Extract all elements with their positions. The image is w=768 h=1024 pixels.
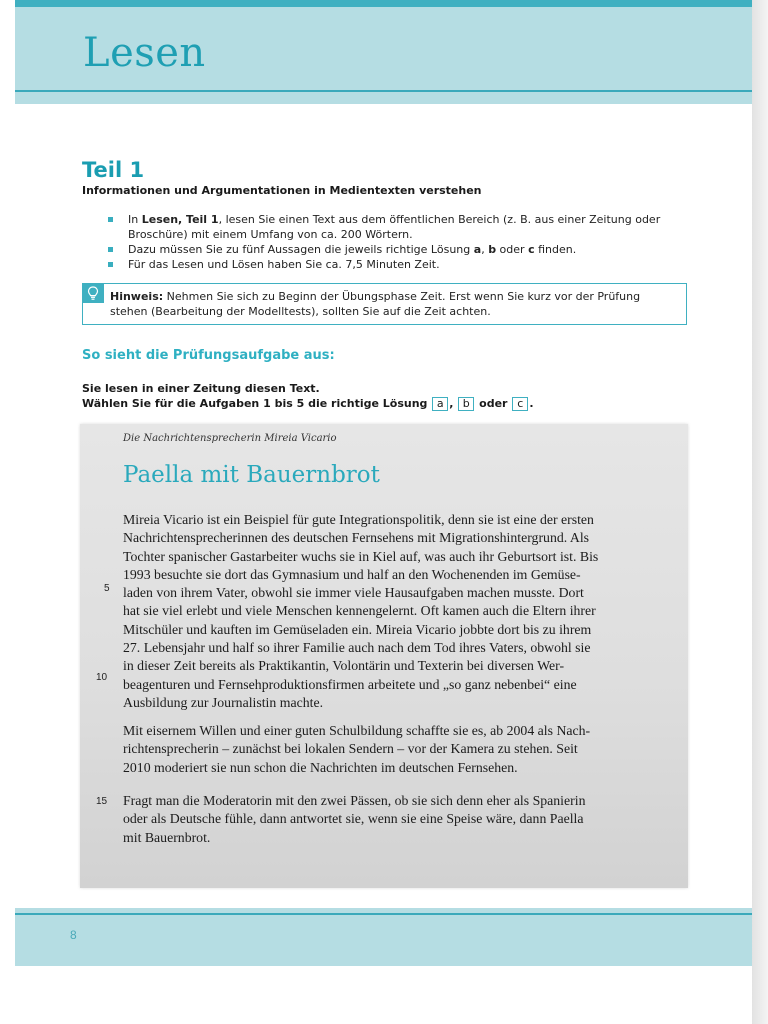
bullet-item — [104, 257, 664, 272]
bullet-text: In — [128, 213, 142, 226]
bullet-emphasis: c — [528, 243, 535, 256]
square-bullet-icon — [108, 247, 113, 252]
option-box-b: b — [458, 397, 474, 411]
article-paragraph: Fragt man die Moderatorin mit den zwei Pässen, ob sie sich denn eher als Spanierin oder als Deutsche fühle, dann antwortet sie, wenn sie eine Speise wäre, dann Paella mit Bauernbrot. — [123, 793, 586, 845]
instruction-text: Wählen Sie für die Aufgaben 1 bis 5 die richtige Lösung — [82, 397, 428, 410]
footer-band — [15, 908, 752, 966]
section-title: Teil 1 — [82, 158, 145, 182]
separator: , — [449, 397, 454, 410]
page-title: Lesen — [83, 30, 206, 76]
line-number: 15 — [96, 796, 108, 807]
section-subtitle: Informationen und Argumentationen in Medientexten verstehen — [82, 184, 482, 197]
scan-edge — [752, 0, 768, 1024]
instruction-line — [82, 396, 534, 411]
footer-rule — [15, 913, 752, 915]
separator: . — [529, 397, 534, 410]
hint-label: Hinweis: — [110, 290, 164, 303]
separator: oder — [479, 397, 508, 410]
task-instructions — [82, 381, 534, 411]
hint-text — [110, 289, 680, 319]
instruction-line: Sie lesen in einer Zeitung diesen Text. — [82, 382, 320, 395]
task-heading: So sieht die Prüfungsaufgabe aus: — [82, 348, 335, 363]
bullet-text: Dazu müssen Sie zu fünf Aussagen die jeweils richtige Lösung — [128, 243, 474, 256]
square-bullet-icon — [108, 217, 113, 222]
bullet-item — [104, 212, 664, 242]
option-box-c: c — [512, 397, 528, 411]
bullet-text: finden. — [534, 243, 577, 256]
article-paragraph: Mireia Vicario ist ein Beispiel für gute Integrationspolitik, denn sie ist eine der ersten Nachrichtensprecherinnen des deutschen Fernsehens mit Migrationshintergrund. Als Tochter spanischer Gastarbeiter wuchs sie in Kiel auf, was auch ihr Geburtsort ist. Bis 1993 besuchte sie dort das Gymnasium und half an den Wochenenden im Gemüse- laden von ihrem Vater, obwohl sie immer viele Hausaufgaben machen musste. Dort hat sie viel erlebt und viele Menschen kennengelernt. Oft kamen auch die Eltern ihrer Mitschüler und kauften im Gemüseladen ein. Mireia Vicario jobbte dort bis zu ihrem 27. Lebensjahr und half so ihrer Familie auch nach dem Tod ihres Vaters, obwohl sie in dieser Zeit bereits als Praktikantin, Volontärin und Texterin bei diversen Wer- beagenturen und Fernsehproduktionsfirmen arbeitete und „so ganz nebenbei“ eine Ausbildung zur Journalistin machte. — [123, 512, 599, 710]
lightbulb-icon — [82, 283, 104, 303]
bullet-text: , — [481, 243, 489, 256]
bullet-list — [104, 212, 664, 272]
header-rule — [15, 90, 752, 92]
line-number: 5 — [104, 583, 110, 594]
bullet-item — [104, 242, 664, 257]
article-title: Paella mit Bauernbrot — [123, 462, 380, 488]
option-box-a: a — [432, 397, 448, 411]
square-bullet-icon — [108, 262, 113, 267]
article-paragraph: Mit eisernem Willen und einer guten Schulbildung schaffte sie es, ab 2004 als Nach- richtensprecherin – zunächst bei lokalen Sendern – vor der Kamera zu stehen. Seit 2010 moderiert sie nun schon die Nachrichten im deutschen Fernsehen. — [123, 723, 591, 775]
bullet-emphasis: Lesen, Teil 1 — [141, 213, 219, 226]
bullet-text: oder — [496, 243, 529, 256]
bullet-emphasis: b — [488, 243, 497, 256]
hint-body: Nehmen Sie sich zu Beginn der Übungsphase Zeit. Erst wenn Sie kurz vor der Prüfung stehen (Bearbeitung der Modelltests), sollten Sie auf die Zeit achten. — [110, 290, 641, 318]
hint-box — [82, 283, 687, 325]
bullet-text: , lesen Sie einen Text aus dem öffentlichen Bereich (z. B. aus einer Zeitung oder Broschüre) mit einem Umfang von ca. 200 Wörtern. — [128, 213, 661, 241]
bullet-emphasis: a — [473, 243, 482, 256]
page-number: 8 — [70, 928, 77, 942]
line-number: 10 — [96, 672, 108, 683]
article-byline: Die Nachrichtensprecherin Mireia Vicario — [123, 433, 337, 444]
bullet-text: Für das Lesen und Lösen haben Sie ca. 7,5 Minuten Zeit. — [128, 258, 440, 271]
